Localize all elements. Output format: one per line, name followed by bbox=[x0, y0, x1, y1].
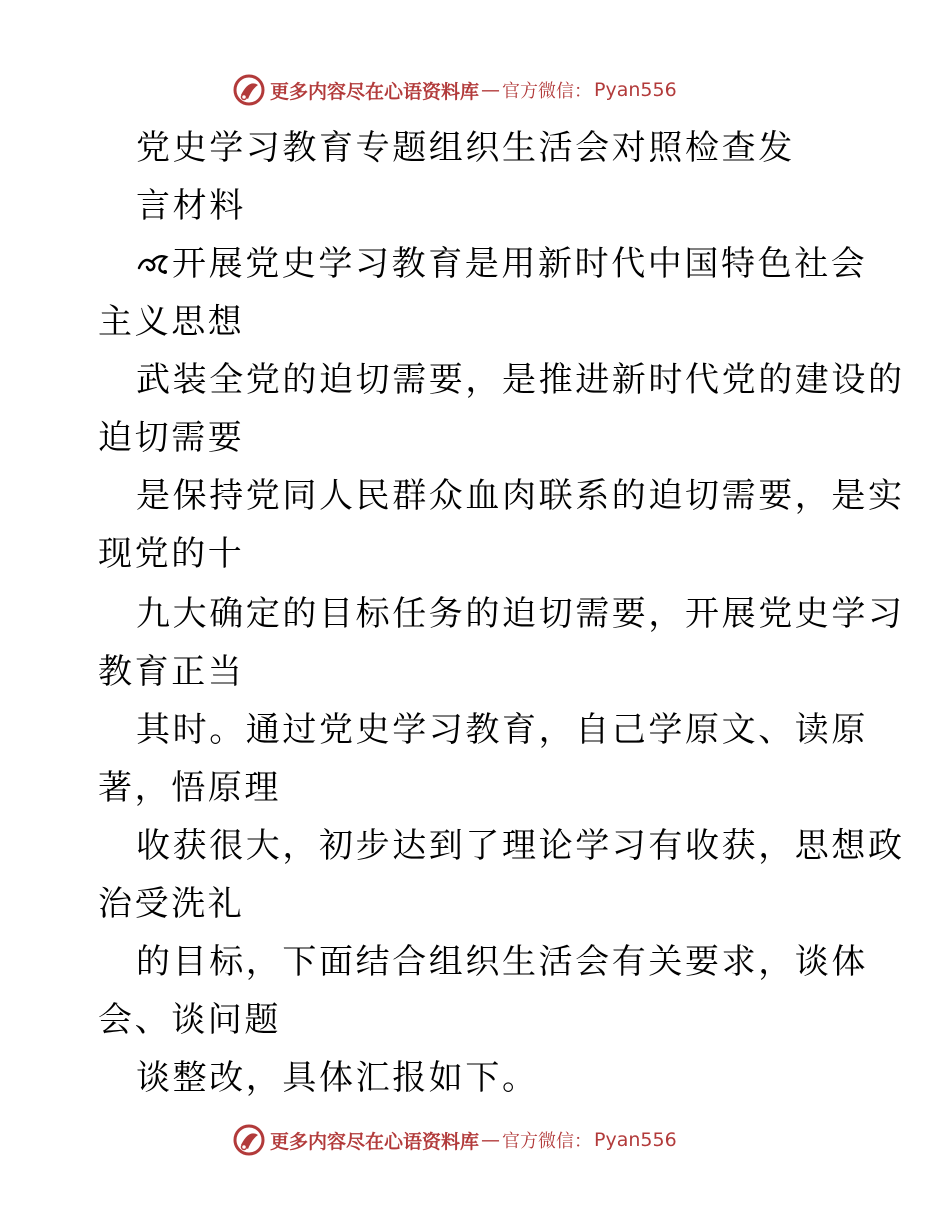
paragraph-line: 收获很大，初步达到了理论学习有收获，思想政 bbox=[136, 826, 905, 866]
paragraph-line: 会、谈问题 bbox=[98, 1000, 281, 1040]
watermark-dash: — bbox=[481, 1129, 501, 1151]
paragraph-line: 著，悟原理 bbox=[98, 768, 281, 808]
title-line-1: 党史学习教育专题组织生活会对照检查发 bbox=[136, 128, 795, 168]
title-line-2: 言材料 bbox=[136, 186, 246, 226]
paragraph-line: 的目标，下面结合组织生活会有关要求，谈体 bbox=[136, 942, 868, 982]
header-watermark bbox=[232, 70, 752, 110]
footer-watermark bbox=[232, 1120, 752, 1160]
paragraph-line: 迫切需要 bbox=[98, 418, 245, 458]
paragraph-line: 现党的十 bbox=[98, 534, 245, 574]
watermark-brand: 更多内容尽在心语资料库 bbox=[270, 80, 480, 103]
watermark-brand: 更多内容尽在心语资料库 bbox=[270, 1130, 480, 1153]
paragraph-line bbox=[136, 244, 867, 284]
watermark-wechat-id: Pyan556 bbox=[594, 79, 677, 101]
watermark-official: 官方微信： bbox=[502, 81, 593, 102]
paragraph-line-text: 开展党史学习教育是用新时代中国特色社会 bbox=[172, 244, 868, 284]
paragraph-line: 主义思想 bbox=[98, 302, 245, 342]
watermark-official: 官方微信： bbox=[502, 1131, 593, 1152]
brand-logo-icon bbox=[232, 73, 266, 107]
brand-logo-icon bbox=[232, 1123, 266, 1157]
paragraph-line: 九大确定的目标任务的迫切需要，开展党史学习 bbox=[136, 594, 905, 634]
paragraph-line: 教育正当 bbox=[98, 652, 245, 692]
paragraph-line: 其时。通过党史学习教育，自己学原文、读原 bbox=[136, 710, 868, 750]
fleuron-icon bbox=[136, 248, 170, 278]
paragraph-line: 治受洗礼 bbox=[98, 884, 245, 924]
paragraph-line: 谈整改，具体汇报如下。 bbox=[136, 1058, 539, 1098]
watermark-wechat-id: Pyan556 bbox=[594, 1129, 677, 1151]
watermark-dash: — bbox=[481, 79, 501, 101]
paragraph-line: 是保持党同人民群众血肉联系的迫切需要，是实 bbox=[136, 476, 905, 516]
paragraph-line: 武装全党的迫切需要，是推进新时代党的建设的 bbox=[136, 360, 905, 400]
